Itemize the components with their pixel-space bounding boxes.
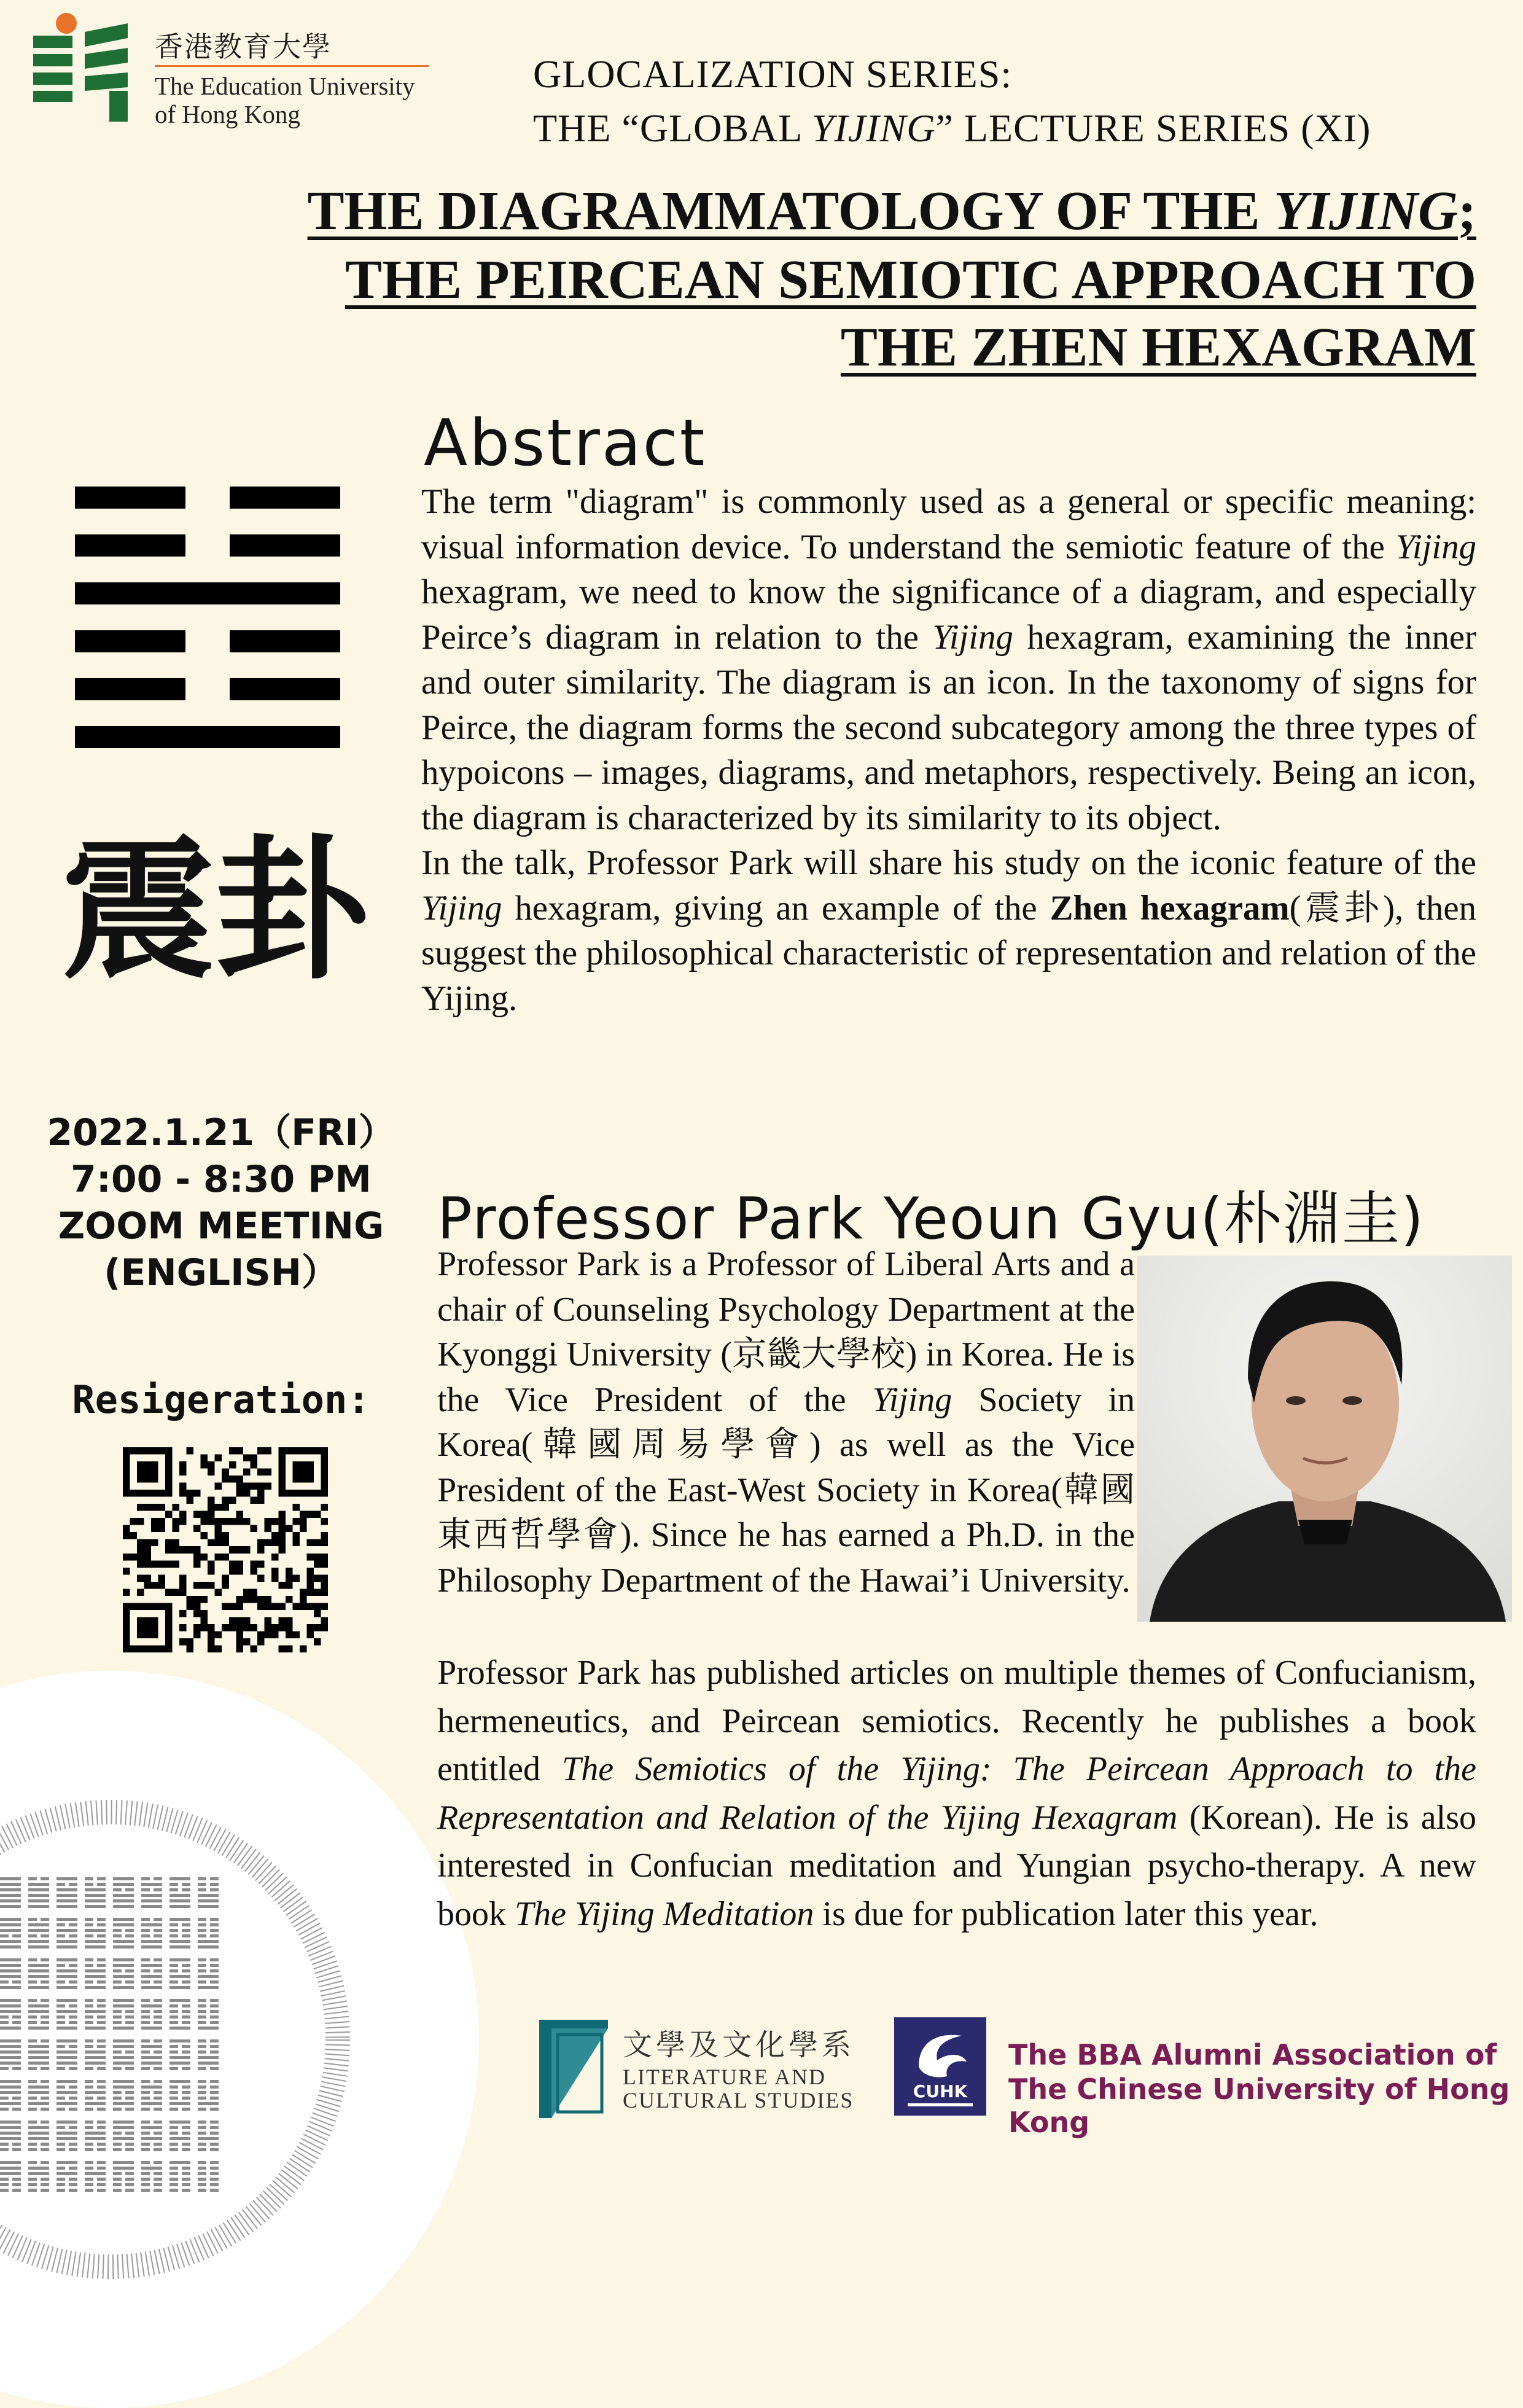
hexagram-line-broken: [75, 534, 185, 557]
zhen-hexagram-icon: [75, 483, 340, 748]
event-time: 7:00 - 8:30 PM: [71, 1158, 372, 1201]
lecture-title-line1: THE DIAGRAMMATOLOGY OF THE YIJING;: [307, 181, 1476, 241]
hexagram-name-zh: 震卦: [61, 821, 368, 1000]
abstract-text: The term "diagram" is commonly used as a general or specific meaning: visual information device. To understand the semiotic feature of the Yijing hexagram, we need to know the significance of a diagram, and especially Peirce’s diagram in relation to the Yijing hexagram, examining the inner and outer similarity. The diagram is an icon. In the taxonomy of signs for Peirce, the diagram forms the second subcategory among the three types of hypoicons – images, diagrams, and metaphors, respectively. Being an icon, the diagram is characterized by its similarity to its object. In the talk, Professor Park will share his study on the iconic feature of the Yijing hexagram, giving an example of the Zhen hexagram(震卦), then suggest the philosophical characteristic of representation and relation of the Yijing.: [421, 482, 1476, 1018]
university-name-en-line1: The Education University: [155, 72, 415, 100]
lecture-title-line2: THE PEIRCEAN SEMIOTIC APPROACH TO: [345, 249, 1476, 310]
bba-association-line1: The BBA Alumni Association of: [1008, 2038, 1497, 2071]
logo-divider: [155, 65, 429, 67]
cuhk-business-school-logo: [894, 2017, 986, 2116]
registration-label: Resigeration:: [72, 1377, 370, 1422]
hexagram-line-broken: [230, 630, 340, 652]
university-name-en-line2: of Hong Kong: [155, 100, 300, 128]
abstract-heading: Abstract: [424, 405, 707, 480]
professor-publications: Professor Park has published articles on multiple themes of Confucianism, hermeneutics, and Peircean semiotics. Recently he publishes a book entitled The Semiotics of the Yijing: The Peircean Approach to the Representation and Relation of the Yijing Hexagram (Korean). He is also interested in Confucian meditation and Yungian psycho-therapy. A new book The Yijing Meditation is due for publication later this year.: [437, 1654, 1477, 1933]
lecture-title-line3: THE ZHEN HEXAGRAM: [840, 317, 1476, 378]
event-date: 2022.1.21（FRI）: [47, 1111, 395, 1154]
lcs-name-zh: 文學及文化學系: [623, 2028, 855, 2062]
lcs-department-logo: [539, 2020, 608, 2118]
cuhk-logo-text: CUHK: [913, 2081, 968, 2101]
lcs-name-en-line1: LITERATURE AND: [623, 2065, 826, 2089]
event-language: (ENGLISH）: [104, 1251, 338, 1294]
hexagram-line-solid: [75, 582, 340, 604]
series-title-line2: THE “GLOBAL YIJING” LECTURE SERIES (XI): [533, 106, 1371, 150]
hexagram-line-broken: [75, 487, 185, 509]
decorative-hexagram-circle: [0, 1671, 479, 2408]
event-venue: ZOOM MEETING: [58, 1205, 384, 1248]
hexagram-line-broken: [75, 678, 185, 700]
hexagram-line-broken: [230, 487, 340, 509]
event-info: [25, 1109, 418, 1296]
hexagram-line-solid: [75, 726, 340, 748]
lcs-name-en-line2: CULTURAL STUDIES: [623, 2088, 854, 2113]
qr-code-icon[interactable]: [123, 1447, 328, 1652]
professor-bio: Professor Park is a Professor of Liberal Arts and a chair of Counseling Psychology Department at the Kyonggi University (京畿大學校) in Korea. He is the Vice President of the Yijing Society in Korea(韓國周易學會) as well as the Vice President of the East-West Society in Korea(韓國東西哲學會). Since he has earned a Ph.D. in the Philosophy Department of the Hawai’i University.: [437, 1245, 1135, 1600]
professor-portrait: [1137, 1256, 1512, 1622]
hexagram-line-broken: [230, 678, 340, 700]
series-title-line1: GLOCALIZATION SERIES:: [533, 52, 1013, 96]
professor-name: Professor Park Yeoun Gyu(朴淵圭): [437, 1186, 1425, 1253]
hexagram-line-broken: [75, 630, 185, 652]
university-name-zh: 香港教育大學: [155, 30, 332, 63]
hexagram-line-broken: [230, 534, 340, 557]
bba-association-line2: The Chinese University of Hong Kong: [1008, 2073, 1510, 2139]
